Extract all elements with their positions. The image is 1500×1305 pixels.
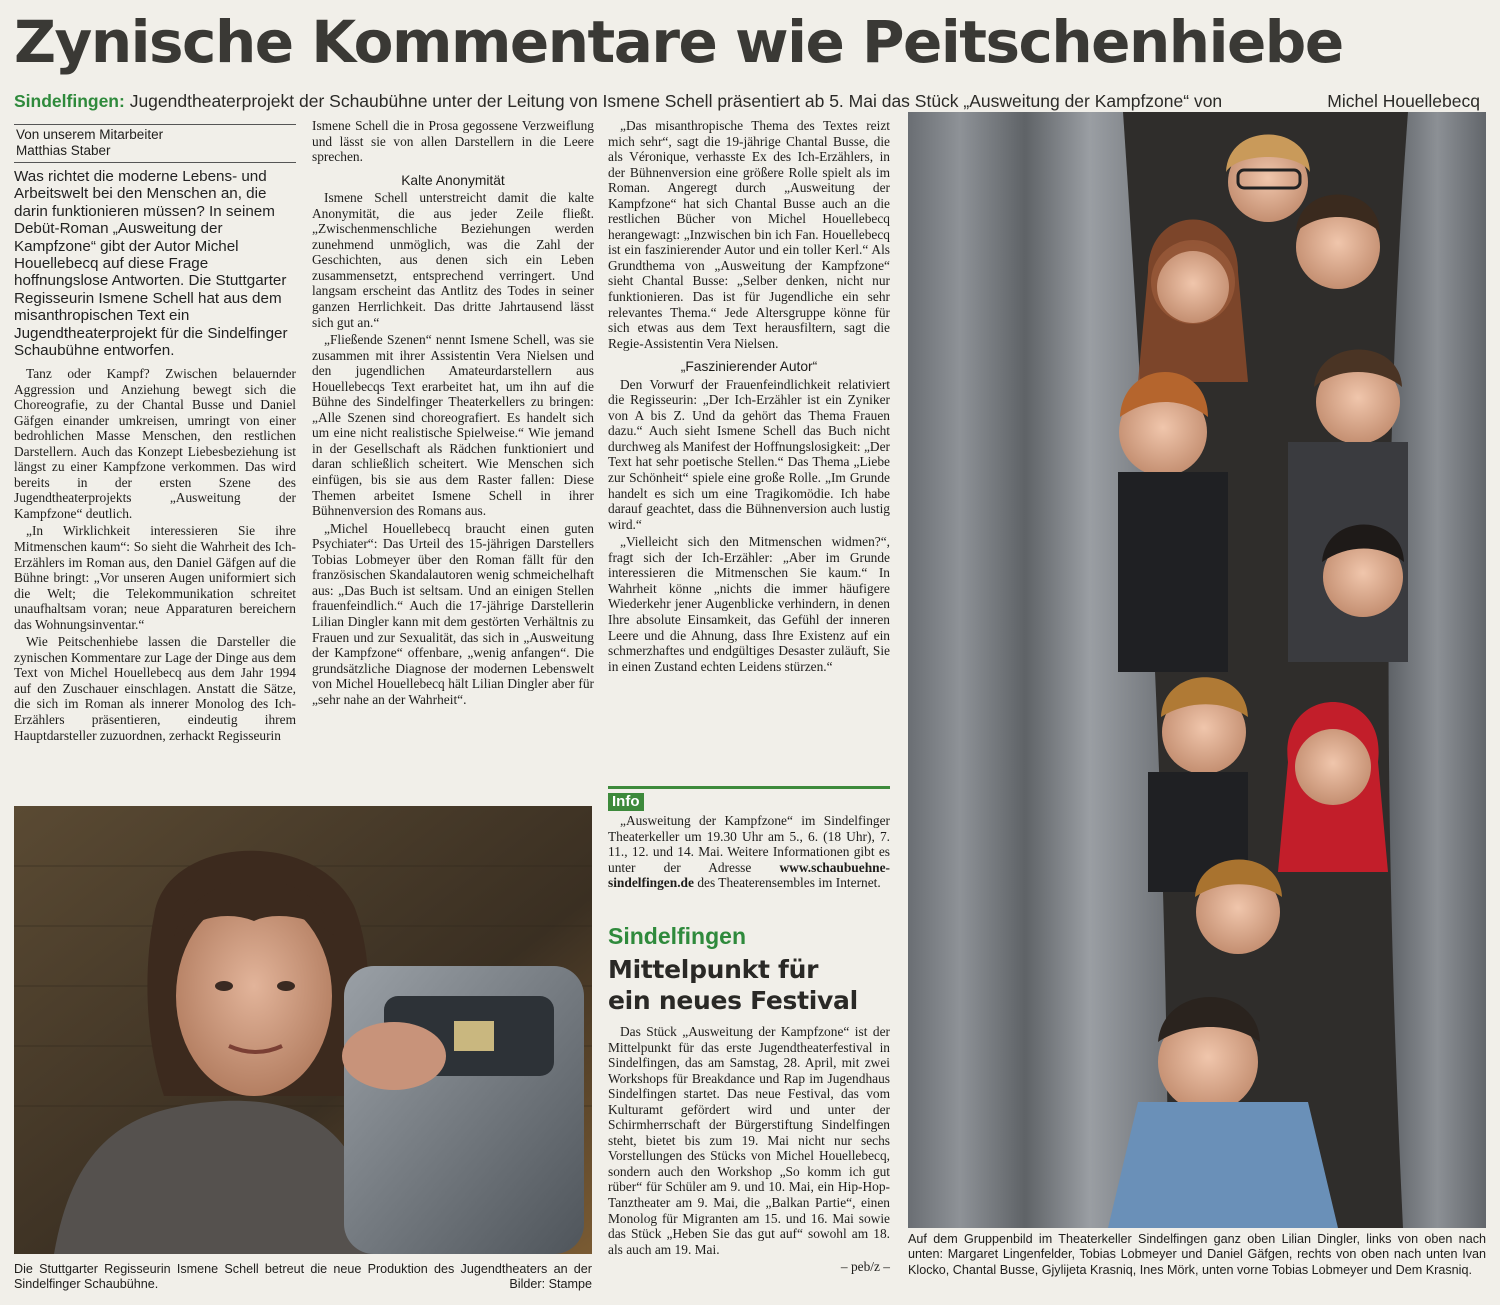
caption-left: Die Stuttgarter Regisseurin Ismene Schell betreut die neue Produktion des Jugendtheaters an der Sindelfinger Schaubühne. bbox=[14, 1262, 592, 1292]
col1-paragraph: Wie Peitschenhiebe lassen die Darsteller die zynischen Kommentare zur Lage der Dinge aus dem Text von Michel Houellebecq aus dem Jahr 1994 auf den Zuschauer einschlagen. Anstatt die Sätze, die sich im Roman als innerer Monolog des Ich-Erzählers präsentieren, eindeutig ihrem Hauptdarsteller zuzuordnen, zerhackt Regisseurin bbox=[14, 634, 296, 743]
festival-title-line1: Mittelpunkt für bbox=[608, 955, 819, 984]
headline: Zynische Kommentare wie Peitschenhiebe bbox=[14, 8, 1343, 76]
info-text-before: „Ausweitung der Kampfzone“ im Sindelfinger Theaterkeller um 19.30 Uhr am 5., 6. (18 Uhr), 7. 11., 12. und 14. Mai. Weitere Informationen gibt es unter der Adresse bbox=[608, 813, 890, 875]
festival-body: Das Stück „Ausweitung der Kampfzone“ ist der Mittelpunkt für das erste Jugendtheaterfestival in Sindelfingen, das am Samstag, 28. April, mit zwei Workshops für Breakdance und Rap im Jugendhaus Sindelfingen startet. Das neue Festival, das vom Kulturamt gefördert wird und unter der Schirmherrschaft der Bürgerstiftung Sindelfingen steht, bietet bis zum 19. Mai nicht nur sechs Vorstellungen des Stücks von Michel Houellebecq, sondern auch den Workshop „So komm ich gut rüber“ für Schüler am 9. und 10. Mai, ein Hip-Hop-Tanztheater am 9. Mai, die „Balkan Partie“, einen Monolog für Migranten am 15. und 16. Mai sowie das Stück „Heben Sie das gut auf“ sowohl am 18. als auch am 19. Mai. bbox=[608, 1024, 890, 1257]
col2-paragraph: „Fließende Szenen“ nennt Ismene Schell, was sie zusammen mit ihrer Assistentin Vera Nielsen und den jugendlichen Amateurdarstellern aus Houellebecqs Text erarbeitet hat, um ihn auf die Bühne des Sindelfinger Theaterkellers zu bringen: „Alle Szenen sind choreografiert. Es handelt sich um eine nicht realistische Spielweise.“ Wie jemand in der Gesellschaft als Rädchen funktioniert und daran schließlich scheitert. Wie Menschen sich einfügen, bis sie aus dem Raster fallen: Diese Themen arbeitet Ismene Schell in ihrer Bühnenversion des Romans aus. bbox=[312, 332, 594, 519]
festival-title-line2: ein neues Festival bbox=[608, 986, 858, 1015]
lead-paragraph: Was richtet die moderne Lebens- und Arbeitswelt bei den Menschen an, die darin funktionieren müssen? In seinem Debüt-Roman „Ausweitung der Kampfzone“ gibt der Autor Michel Houellebecq auf diese Frage hoffnungslose Antworten. Die Stuttgarter Regisseurin Ismene Schell hat aus dem misanthropischen Text ein Jugendtheaterprojekt für die Sindelfinger Schaubühne entworfen. bbox=[14, 168, 288, 360]
subline-author: Michel Houellebecq bbox=[1327, 91, 1480, 111]
festival-article bbox=[608, 922, 890, 1277]
byline bbox=[14, 124, 296, 163]
info-text-after: des Theaterensembles im Internet. bbox=[697, 875, 881, 891]
info-box bbox=[608, 786, 890, 893]
col3-paragraph: „Vielleicht sich den Mitmenschen widmen?“, fragt sich der Ich-Erzähler: „Aber im Grunde interessieren die Mitmenschen Sie kaum.“ In Wahrheit könne „nichts die immer häufigere Wiederkehr jener Augenblicke verhindern, in denen Ihre absolute Einsamkeit, das Gefühl der inneren Leere und die Ahnung, dass Ihre Existenz auf ein schmerzhaftes und endgültiges Desaster zuläuft, Sie in einen Zustand echten Leidens stürzen.“ bbox=[608, 534, 890, 674]
info-rule bbox=[608, 786, 890, 789]
photo-director-illustration bbox=[14, 806, 592, 1254]
subhead-faszinierender-autor: „Faszinierender Autor“ bbox=[680, 359, 818, 375]
subline bbox=[14, 90, 1494, 112]
col1-paragraph: „In Wirklichkeit interessieren Sie ihre Mitmenschen kaum“: So sieht die Wahrheit des Ich-Erzählers im Roman aus, den Daniel Gäfgen auf die Bühne bringt: „Vor unseren Augen uniformiert sich die Welt; die Telekommunikation schreitet unaufhaltsam voran; neue Apparaturen bereichern das Wohnungsinventar.“ bbox=[14, 523, 296, 632]
info-url-link[interactable]: www.schaubuehne-sindelfingen.de bbox=[608, 859, 890, 891]
col2-paragraph: Ismene Schell die in Prosa gegossene Verzweiflung und lässt sie von allen Darstellern in die Leere sprechen. bbox=[312, 118, 594, 165]
festival-signature: – peb/z – bbox=[840, 1259, 890, 1275]
photo-group-illustration bbox=[908, 112, 1486, 1228]
col2-paragraph: Ismene Schell unterstreicht damit die kalte Anonymität, die aus jeder Zeile fließt. „Zwischenmenschliche Beziehungen werden zunehmend unmöglich, was die Zahl der Geschichten, aus denen sich ein Leben zusammensetzt, entsprechend verringert. Und langsam erscheint das Antlitz des Todes in seiner ganzen Herrlichkeit. Das dritte Jahrtausend lässt sich gut an.“ bbox=[312, 190, 594, 330]
info-label: Info bbox=[608, 793, 644, 811]
col1-paragraph: Tanz oder Kampf? Zwischen belauernder Aggression und Anziehung bewegt sich die Choreografie, zu der Chantal Busse und Daniel Gäfgen einander umkreisen, umringt von einer bedrohlichen Masse Menschen, den restlichen Darstellern. Auch das Konzept Liebesbeziehung ist längst zu einer Kampfzone verkommen. Das wird bereits in der ersten Szene des Jugendtheaterprojekts „Ausweitung der Kampfzone“ deutlich. bbox=[14, 366, 296, 521]
photo-director bbox=[14, 806, 592, 1254]
photo-group bbox=[908, 112, 1486, 1228]
subline-place: Sindelfingen: bbox=[14, 91, 125, 111]
subhead-kalte-anonymitaet: Kalte Anonymität bbox=[401, 172, 505, 188]
col3-paragraph: Den Vorwurf der Frauenfeindlichkeit relativiert die Regisseurin: „Der Ich-Erzähler ist ein Zyniker von A bis Z. Und da gehört das Thema Frauen dazu.“ Auch sieht Ismene Schell das Buch nicht durchweg als Manifest der Hoffnungslosigkeit: „Der Text hat sehr poetische Stellen.“ Das Thema „Liebe zur Schönheit“ spiele eine große Rolle. „Im Grunde handelt es sich um eine Tragikomödie. Ich habe darauf geachtet, dass die Bühnenversion auch lustig wird.“ bbox=[608, 376, 891, 532]
festival-place: Sindelfingen bbox=[608, 923, 746, 949]
photo-credit: Bilder: Stampe bbox=[509, 1277, 592, 1292]
byline-line1: Von unserem Mitarbeiter bbox=[16, 127, 164, 142]
byline-line2: Matthias Staber bbox=[16, 143, 111, 158]
subline-text: Jugendtheaterprojekt der Schaubühne unter der Leitung von Ismene Schell präsentiert ab 5. Mai das Stück „Ausweitung der Kampfzone“ von bbox=[129, 91, 1223, 111]
column-3 bbox=[608, 118, 890, 676]
info-text bbox=[608, 813, 890, 891]
col2-paragraph: „Michel Houellebecq braucht einen guten Psychiater“: Das Urteil des 15-jährigen Darstellers Tobias Lobmeyer über den Roman fällt für den französischen Skandalautoren wenig schmeichelhaft aus: „Das Buch ist seltsam. Und an einigen Stellen frauenfeindlich.“ Auch die 17-jährige Darstellerin Lilian Dingler kann mit dem gestörten Verhältnis zu Frauen und zur Sexualität, das sich in „Ausweitung der Kampfzone“ offenbare, „wenig anfangen“. Die grundsätzliche Diagnose der modernen Lebenswelt von Michel Houellebecq hält Lilian Dingler aber für „sehr nahe an der Wahrheit“. bbox=[312, 520, 594, 707]
column-2 bbox=[312, 118, 594, 709]
caption-left-wrapper bbox=[14, 1262, 592, 1293]
col3-paragraph: „Das misanthropische Thema des Textes reizt mich sehr“, sagt die 19-jährige Chantal Busse, die als Véronique, verhasste Ex des Ich-Erzählers, in der Bühnenversion eine größere Rolle spielt als im Roman. Angeregt durch „Ausweitung der Kampfzone“ hat sich Chantal Busse auch an die restlichen Bücher von Michel Houellebecq herangewagt: „Inzwischen bin ich Fan. Houellebecq ist ein faszinierender Autor und ein toller Kerl.“ Als Grundthema von „Ausweitung der Kampfzone“ sieht Chantal Busse: „Selber denken, nicht nur funktionieren. Das ist für Jugendliche ein sehr relevantes Thema.“ Jede Altersgruppe könne für sich etwas aus dem Text herausfiltern, sagt die Regie-Assistentin Vera Nielsen. bbox=[608, 118, 890, 351]
caption-right: Auf dem Gruppenbild im Theaterkeller Sindelfingen ganz oben Lilian Dingler, links von oben nach unten: Margaret Lingenfelder, Tobias Lobmeyer und Daniel Gäfgen, rechts von oben nach unten Ivan Klocko, Chantal Busse, Gjylijeta Krasniq, Ines Mörk, unten vorne Tobias Lobmeyer und Dem Krasniq. bbox=[908, 1232, 1486, 1277]
column-1 bbox=[14, 366, 296, 745]
festival-title bbox=[608, 954, 890, 1016]
